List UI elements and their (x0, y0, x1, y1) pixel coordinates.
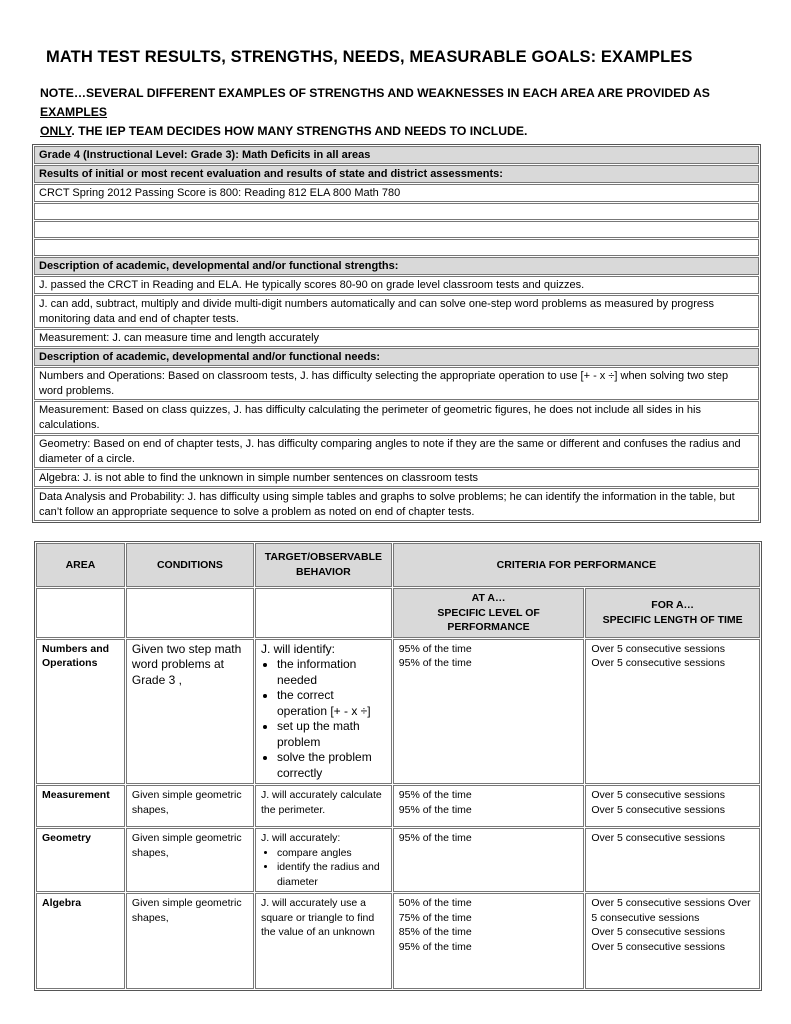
target-bullet: • set up the math problem (277, 719, 386, 750)
area-cell: Numbers and Operations (36, 639, 125, 785)
header-conditions: CONDITIONS (126, 543, 254, 587)
length-value: Over 5 consecutive sessions Over 5 consecutive sessions (591, 897, 751, 924)
note-examples: EXAMPLES (40, 105, 108, 119)
header-level (393, 588, 585, 638)
conditions-cell: Given simple geometric shapes, (126, 828, 254, 892)
needs-header: Description of academic, developmental and/or functional needs: (34, 348, 759, 366)
need-row: Measurement: Based on class quizzes, J. has difficulty calculating the perimeter of geometric figures, he does not include all sides in his calculations. (34, 401, 759, 434)
target-cell: J. will accurately calculate the perimeter. (255, 785, 392, 827)
length-value: Over 5 consecutive sessions (591, 803, 725, 816)
target-list (261, 846, 386, 890)
length-cell (585, 828, 760, 892)
target-cell (255, 828, 392, 892)
target-cell: J. will accurately use a square or triangle to find the value of an unknown (255, 893, 392, 989)
target-bullet: • identify the radius and diameter (277, 860, 386, 889)
header-blank (36, 588, 125, 638)
area-cell: Geometry (36, 828, 125, 892)
length-value: Over 5 consecutive sessions (591, 642, 725, 655)
target-intro: J. will identify: (260, 641, 335, 656)
level-value: 95% of the time (398, 789, 472, 801)
conditions-cell: Given two step math word problems at Grade 3 , (126, 639, 254, 785)
length-value: Over 5 consecutive sessions (591, 940, 725, 953)
results-header: Results of initial or most recent evaluation and results of state and district assessments: (34, 165, 759, 183)
length-value: Over 5 consecutive sessions (591, 832, 725, 844)
level-value: 95% of the time (398, 832, 472, 844)
level-value: 95% of the time (398, 803, 472, 816)
target-list (261, 657, 386, 781)
level-cell (393, 828, 585, 892)
length-value: Over 5 consecutive sessions (591, 926, 725, 938)
level-cell (393, 785, 585, 827)
level-cell (393, 639, 585, 785)
level-cell (393, 893, 585, 989)
need-row: Algebra: J. is not able to find the unknown in simple number sentences on classroom tests (34, 469, 759, 487)
need-row: Data Analysis and Probability: J. has difficulty using simple tables and graphs to solve problems; he can identify the information in the table, but can’t follow an appropriate sequence to solve a problem as noted on end of chapter tests. (34, 488, 759, 521)
need-row: Geometry: Based on end of chapter tests, J. has difficulty comparing angles to note if they are the same or different and confuses the radius and diameter of a circle. (34, 435, 759, 468)
length-cell (585, 639, 760, 785)
target-intro: J. will accurately: (260, 832, 341, 844)
header-length-line2: SPECIFIC LENGTH OF TIME (602, 613, 743, 626)
empty-row (34, 203, 759, 220)
strength-row: J. passed the CRCT in Reading and ELA. He typically scores 80-90 on grade level classroom tests and quizzes. (34, 276, 759, 294)
level-value: 95% of the time (398, 940, 472, 953)
level-value: 85% of the time (398, 926, 472, 938)
level-value: 75% of the time (398, 911, 472, 924)
page-title: MATH TEST RESULTS, STRENGTHS, NEEDS, MEASURABLE GOALS: EXAMPLES (46, 48, 693, 66)
header-area: AREA (36, 543, 125, 587)
target-bullet: • solve the problem correctly (277, 750, 386, 781)
crct-row: CRCT Spring 2012 Passing Score is 800: Reading 812 ELA 800 Math 780 (34, 184, 759, 202)
strength-row: Measurement: J. can measure time and length accurately (34, 329, 759, 347)
conditions-cell: Given simple geometric shapes, (126, 893, 254, 989)
note-paragraph (40, 84, 750, 141)
length-cell (585, 785, 760, 827)
note-text: NOTE…SEVERAL DIFFERENT EXAMPLES OF STRENGTHS AND WEAKNESSES IN EACH AREA ARE PROVIDED AS (40, 86, 710, 100)
length-cell (585, 893, 760, 989)
need-row: Numbers and Operations: Based on classroom tests, J. has difficulty selecting the appropriate operation to use [+ - x ÷] when solving two step word problems. (34, 367, 759, 400)
header-level-line1: AT A… (471, 592, 506, 604)
target-bullet: • the information needed (277, 657, 386, 688)
conditions-cell: Given simple geometric shapes, (126, 785, 254, 827)
plaafp-table (32, 144, 761, 523)
target-cell (255, 639, 392, 785)
note-only: ONLY (40, 124, 72, 138)
header-blank (255, 588, 392, 638)
strength-row: J. can add, subtract, multiply and divide multi-digit numbers automatically and can solve one-step word problems as measured by progress monitoring data and end of chapter tests. (34, 295, 759, 328)
level-value: 95% of the time (398, 642, 472, 655)
level-value: 50% of the time (398, 897, 472, 909)
goals-table (34, 541, 762, 991)
area-cell: Measurement (36, 785, 125, 827)
header-criteria: CRITERIA FOR PERFORMANCE (393, 543, 760, 587)
note-text-end: . THE IEP TEAM DECIDES HOW MANY STRENGTHS AND NEEDS TO INCLUDE. (71, 124, 528, 138)
header-level-line2: SPECIFIC LEVEL OF PERFORMANCE (437, 606, 540, 633)
length-value: Over 5 consecutive sessions (591, 657, 725, 669)
length-value: Over 5 consecutive sessions (591, 789, 725, 801)
grade-row: Grade 4 (Instructional Level: Grade 3): Math Deficits in all areas (34, 146, 759, 164)
header-length (585, 588, 760, 638)
empty-row (34, 239, 759, 256)
target-bullet: • the correct operation [+ - x ÷] (277, 688, 386, 719)
target-bullet: • compare angles (277, 846, 386, 861)
header-blank (126, 588, 254, 638)
area-cell: Algebra (36, 893, 125, 989)
header-length-line1: FOR A… (651, 599, 695, 612)
strengths-header: Description of academic, developmental and/or functional strengths: (34, 257, 759, 275)
level-value: 95% of the time (398, 657, 472, 669)
empty-row (34, 221, 759, 238)
header-target: TARGET/OBSERVABLE BEHAVIOR (255, 543, 392, 587)
